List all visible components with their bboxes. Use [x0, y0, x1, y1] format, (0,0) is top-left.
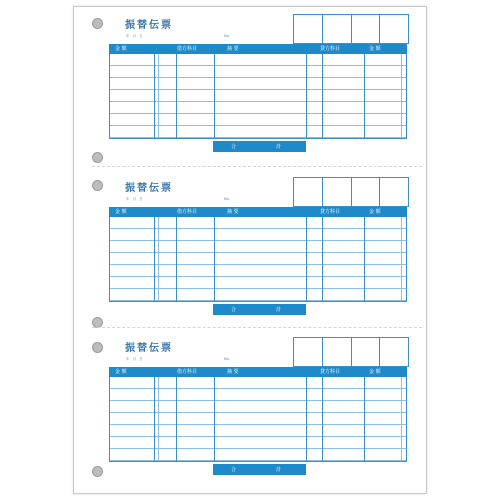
header-amount-left: 金 額	[115, 209, 127, 215]
header-debit-account: 借方科目	[177, 369, 198, 375]
stamp-box[interactable]	[294, 15, 322, 43]
voucher-number-label: No.	[224, 197, 230, 201]
header-debit-account: 借方科目	[177, 209, 198, 215]
approval-stamp-boxes[interactable]	[293, 177, 409, 207]
entry-grid[interactable]	[109, 377, 407, 462]
header-amount-right: 金 額	[369, 369, 381, 375]
voucher-date-label: 年 月 日	[126, 34, 144, 38]
header-description: 摘 要	[227, 209, 239, 215]
stamp-box[interactable]	[294, 338, 322, 366]
header-credit-account: 貸方科目	[320, 369, 341, 375]
voucher-title: 振替伝票	[125, 20, 173, 31]
stamp-box[interactable]	[322, 15, 351, 43]
voucher-table	[109, 44, 407, 140]
header-amount-left: 金 額	[115, 369, 127, 375]
approval-stamp-boxes[interactable]	[293, 14, 409, 44]
header-amount-right: 金 額	[369, 46, 381, 52]
total-label: 合 計	[213, 141, 306, 152]
header-description: 摘 要	[227, 369, 239, 375]
transfer-voucher-2	[74, 170, 426, 330]
transfer-voucher-3	[74, 330, 426, 490]
header-credit-account: 貸方科目	[320, 209, 341, 215]
stamp-box[interactable]	[294, 178, 322, 206]
entry-grid[interactable]	[109, 217, 407, 302]
voucher-title: 振替伝票	[125, 183, 173, 194]
voucher-table	[109, 367, 407, 463]
voucher-date-label: 年 月 日	[126, 357, 144, 361]
header-amount-right: 金 額	[369, 209, 381, 215]
stamp-box[interactable]	[379, 178, 408, 206]
stamp-box[interactable]	[351, 178, 380, 206]
header-amount-left: 金 額	[115, 46, 127, 52]
header-description: 摘 要	[227, 46, 239, 52]
voucher-number-label: No.	[224, 357, 230, 361]
stamp-box[interactable]	[322, 338, 351, 366]
transfer-voucher-1	[74, 7, 426, 167]
stamp-box[interactable]	[351, 338, 380, 366]
header-credit-account: 貸方科目	[320, 46, 341, 52]
total-label: 合 計	[213, 304, 306, 315]
entry-grid[interactable]	[109, 54, 407, 139]
voucher-title: 振替伝票	[125, 343, 173, 354]
stamp-box[interactable]	[379, 15, 408, 43]
approval-stamp-boxes[interactable]	[293, 337, 409, 367]
table-header	[109, 207, 407, 217]
table-header	[109, 44, 407, 54]
total-label: 合 計	[213, 464, 306, 475]
voucher-table	[109, 207, 407, 303]
stamp-box[interactable]	[379, 338, 408, 366]
stamp-box[interactable]	[322, 178, 351, 206]
voucher-sheet	[73, 6, 427, 494]
table-header	[109, 367, 407, 377]
voucher-date-label: 年 月 日	[126, 197, 144, 201]
stamp-box[interactable]	[351, 15, 380, 43]
voucher-number-label: No.	[224, 34, 230, 38]
header-debit-account: 借方科目	[177, 46, 198, 52]
